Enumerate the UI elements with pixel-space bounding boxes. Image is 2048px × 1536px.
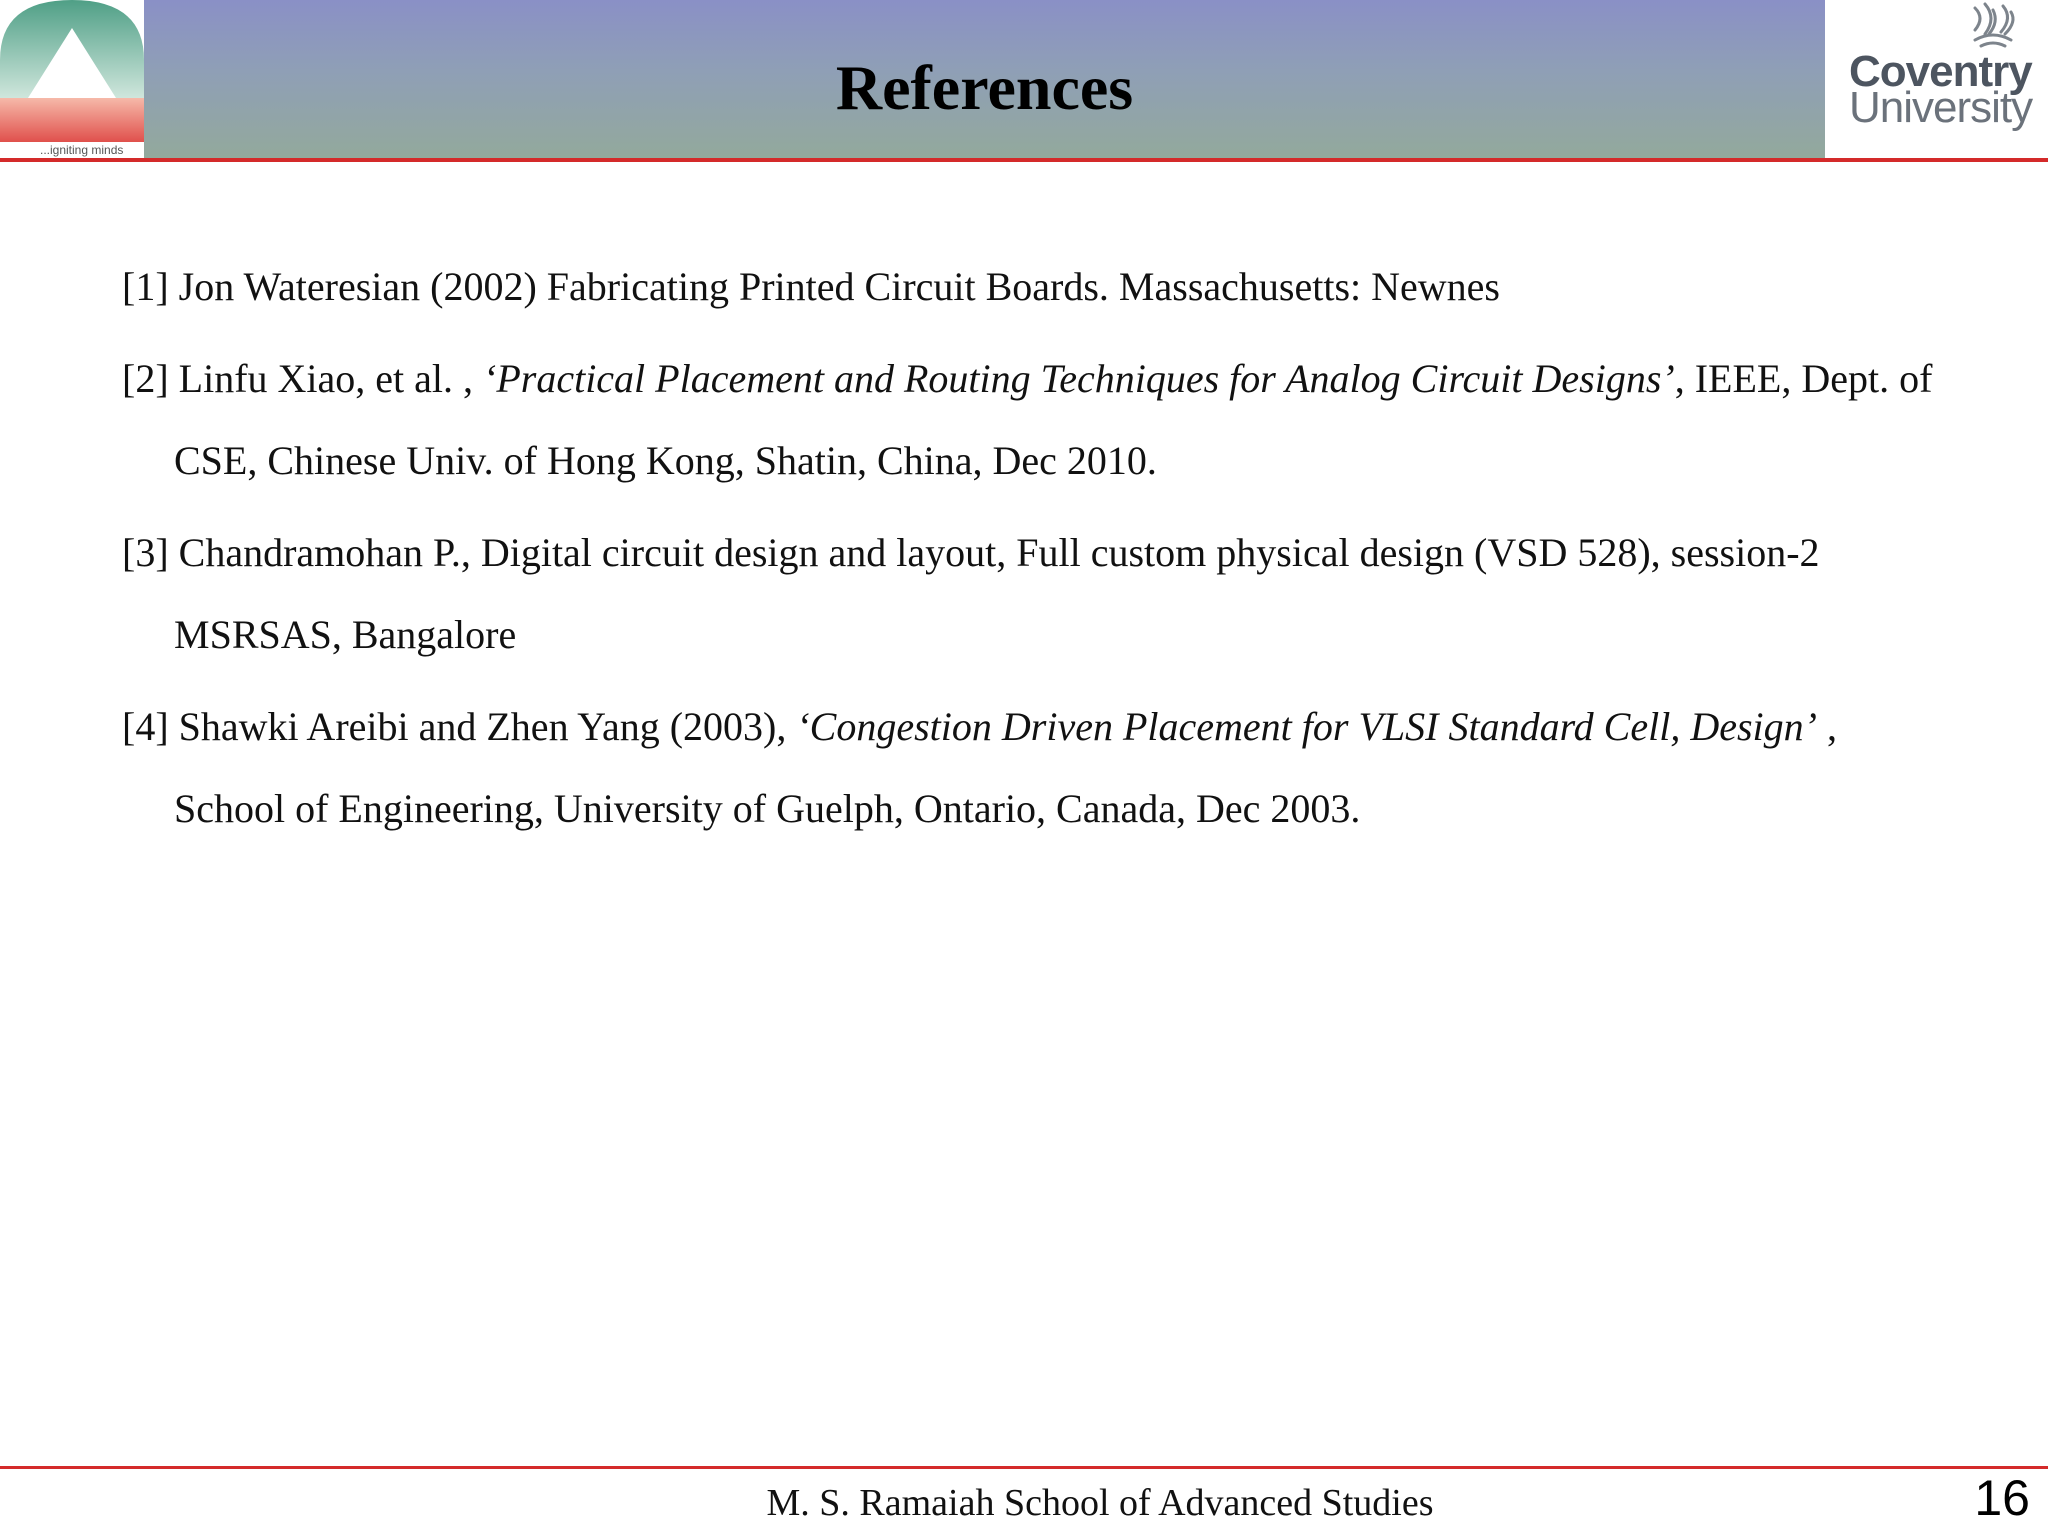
reference-item xyxy=(122,338,1952,502)
reference-text: [4] Shawki Areibi and Zhen Yang (2003), xyxy=(122,704,797,749)
footer-institution: M. S. Ramaiah School of Advanced Studies xyxy=(766,1482,1434,1524)
reference-item xyxy=(122,246,1952,328)
reference-text: [2] Linfu Xiao, et al. , xyxy=(122,356,483,401)
references-list xyxy=(122,246,1952,860)
reference-text-tail: , IEEE, Dept. of CSE, Chinese Univ. of Hong Kong, Shatin, China, Dec 2010. xyxy=(174,356,1933,483)
msrsas-logo xyxy=(0,0,144,158)
reference-text: [1] Jon Wateresian (2002) Fabricating Printed Circuit Boards. Massachusetts: Newnes xyxy=(122,264,1500,309)
logo-left-caption: ...igniting minds xyxy=(40,143,124,157)
reference-item xyxy=(122,512,1952,676)
page-number: 16 xyxy=(1974,1470,2030,1526)
reference-text-tail: , School of Engineering, University of Guelph, Ontario, Canada, Dec 2003. xyxy=(174,704,1837,831)
header-divider xyxy=(0,158,2048,162)
slide-header xyxy=(0,0,2048,162)
reference-title-italic: ‘Practical Placement and Routing Techniques for Analog Circuit Designs’ xyxy=(483,356,1675,401)
page-title: References xyxy=(835,52,1134,123)
coventry-logo xyxy=(1825,0,2048,158)
reference-text: [3] Chandramohan P., Digital circuit design and layout, Full custom physical design (VSD 528), session-2 MSRSAS, Bangalore xyxy=(122,530,1820,657)
footer-divider xyxy=(0,1466,2048,1469)
msrsas-logo-icon xyxy=(0,0,144,158)
university-wordmark: University xyxy=(1849,83,2033,132)
coventry-wordmark: Coventry xyxy=(1849,47,2032,96)
reference-item xyxy=(122,686,1952,850)
reference-title-italic: ‘Congestion Driven Placement for VLSI Standard Cell, Design’ xyxy=(796,704,1817,749)
